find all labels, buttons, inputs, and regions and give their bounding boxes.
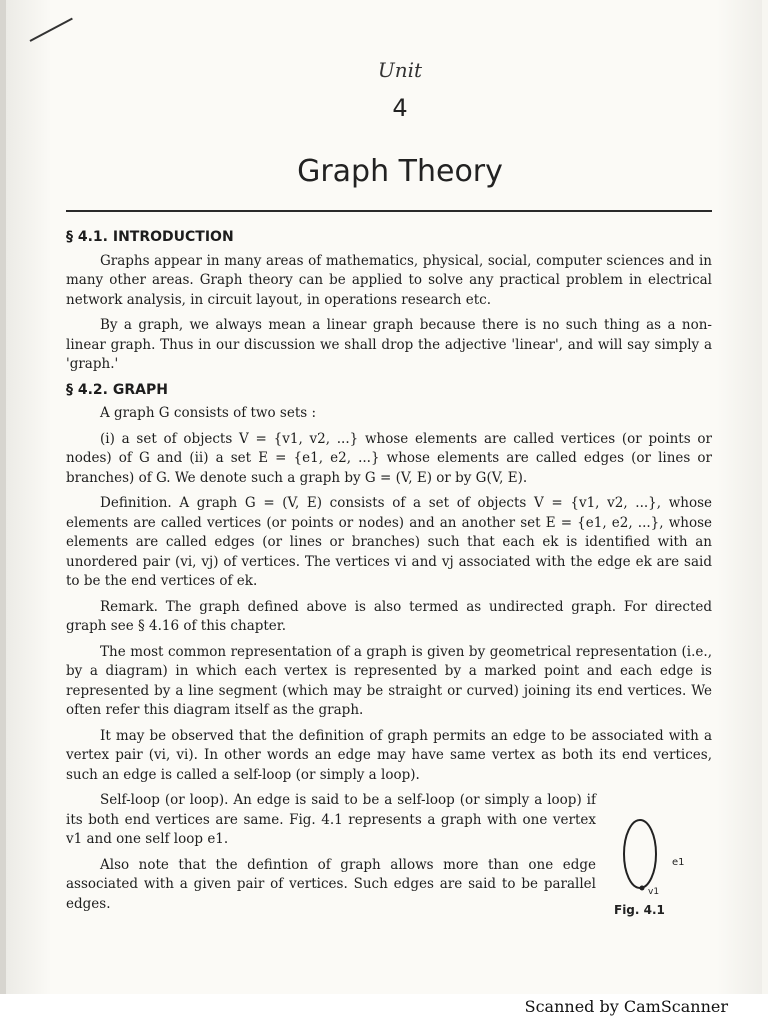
section-heading-graph: § 4.2. GRAPH (66, 381, 168, 398)
paragraph-self-loop-observation: It may be observed that the definition of graph permits an edge to be associated with a vertex pair (vi, vi). In other words an edge may have same vertex as both its end vertices, such an edge is called a self-loop (or simply a loop). (66, 727, 712, 783)
self-loop-edge (624, 820, 656, 888)
chapter-title: Graph Theory (297, 154, 503, 189)
figure-caption: Fig. 4.1 (614, 903, 665, 917)
paragraph-definition: Definition. A graph G = (V, E) consists of a set of objects V = {v1, v2, ...}, whose elements are called vertices (or points or nodes) and an another set E = {e1, e2, ...}, whose elements are called edges (or lines or branches) such that each ek is identified with an unordered pair (vi, vj) of vertices. The vertices vi and vj associated with the edge ek are said to be the end vertices of ek. (66, 495, 712, 589)
edge-label: e1 (672, 857, 685, 868)
scanner-watermark: Scanned by CamScanner (524, 997, 728, 1016)
vertex-label: v1 (648, 887, 660, 897)
paragraph-intro-2: By a graph, we always mean a linear graph because there is no such thing as a non-linear graph. Thus in our discussion we shall drop the adjective 'linear', and will say simply a 'graph.' (66, 317, 712, 372)
paragraph-intro-1: Graphs appear in many areas of mathematics, physical, social, computer sciences and in many other areas. Graph theory can be applied to solve any practical problem in electrical network analysis, in circuit layout, in operations research etc. (66, 252, 712, 308)
section-heading-introduction: § 4.1. INTRODUCTION (66, 229, 234, 245)
paragraph-vertex-edge-sets: (i) a set of objects V = {v1, v2, ...} whose elements are called vertices (or points or nodes) of G and (ii) a set E = {e1, e2, ...} whose elements are called edges (or lines or branches) of G. We denote such a graph by G = (V, E) or by G(V, E). (66, 430, 712, 486)
paragraph-representation: The most common representation of a graph is given by geometrical representation (i.e., by a diagram) in which each vertex is represented by a marked point and each edge is represented by a line segment (which may be straight or curved) joining its end vertices. We often refer this diagram itself as the graph. (66, 643, 712, 718)
paragraph-self-loop-definition: Self-loop (or loop). An edge is said to be a self-loop (or simply a loop) if its both end vertices are same. Fig. 4.1 represents a graph with one vertex v1 and one self loop e1. (66, 792, 596, 847)
unit-number: 4 (392, 94, 408, 122)
unit-label: Unit (377, 58, 423, 82)
paragraph-remark: Remark. The graph defined above is also termed as undirected graph. For directed graph see § 4.16 of this chapter. (66, 598, 712, 634)
title-divider (66, 210, 712, 212)
paragraph-graph-intro: A graph G consists of two sets : (100, 405, 317, 421)
paragraph-parallel-edges: Also note that the defintion of graph allows more than one edge associated with a given pair of vertices. Such edges are said to be parallel edges. (66, 856, 596, 912)
vertex-point (640, 886, 645, 891)
